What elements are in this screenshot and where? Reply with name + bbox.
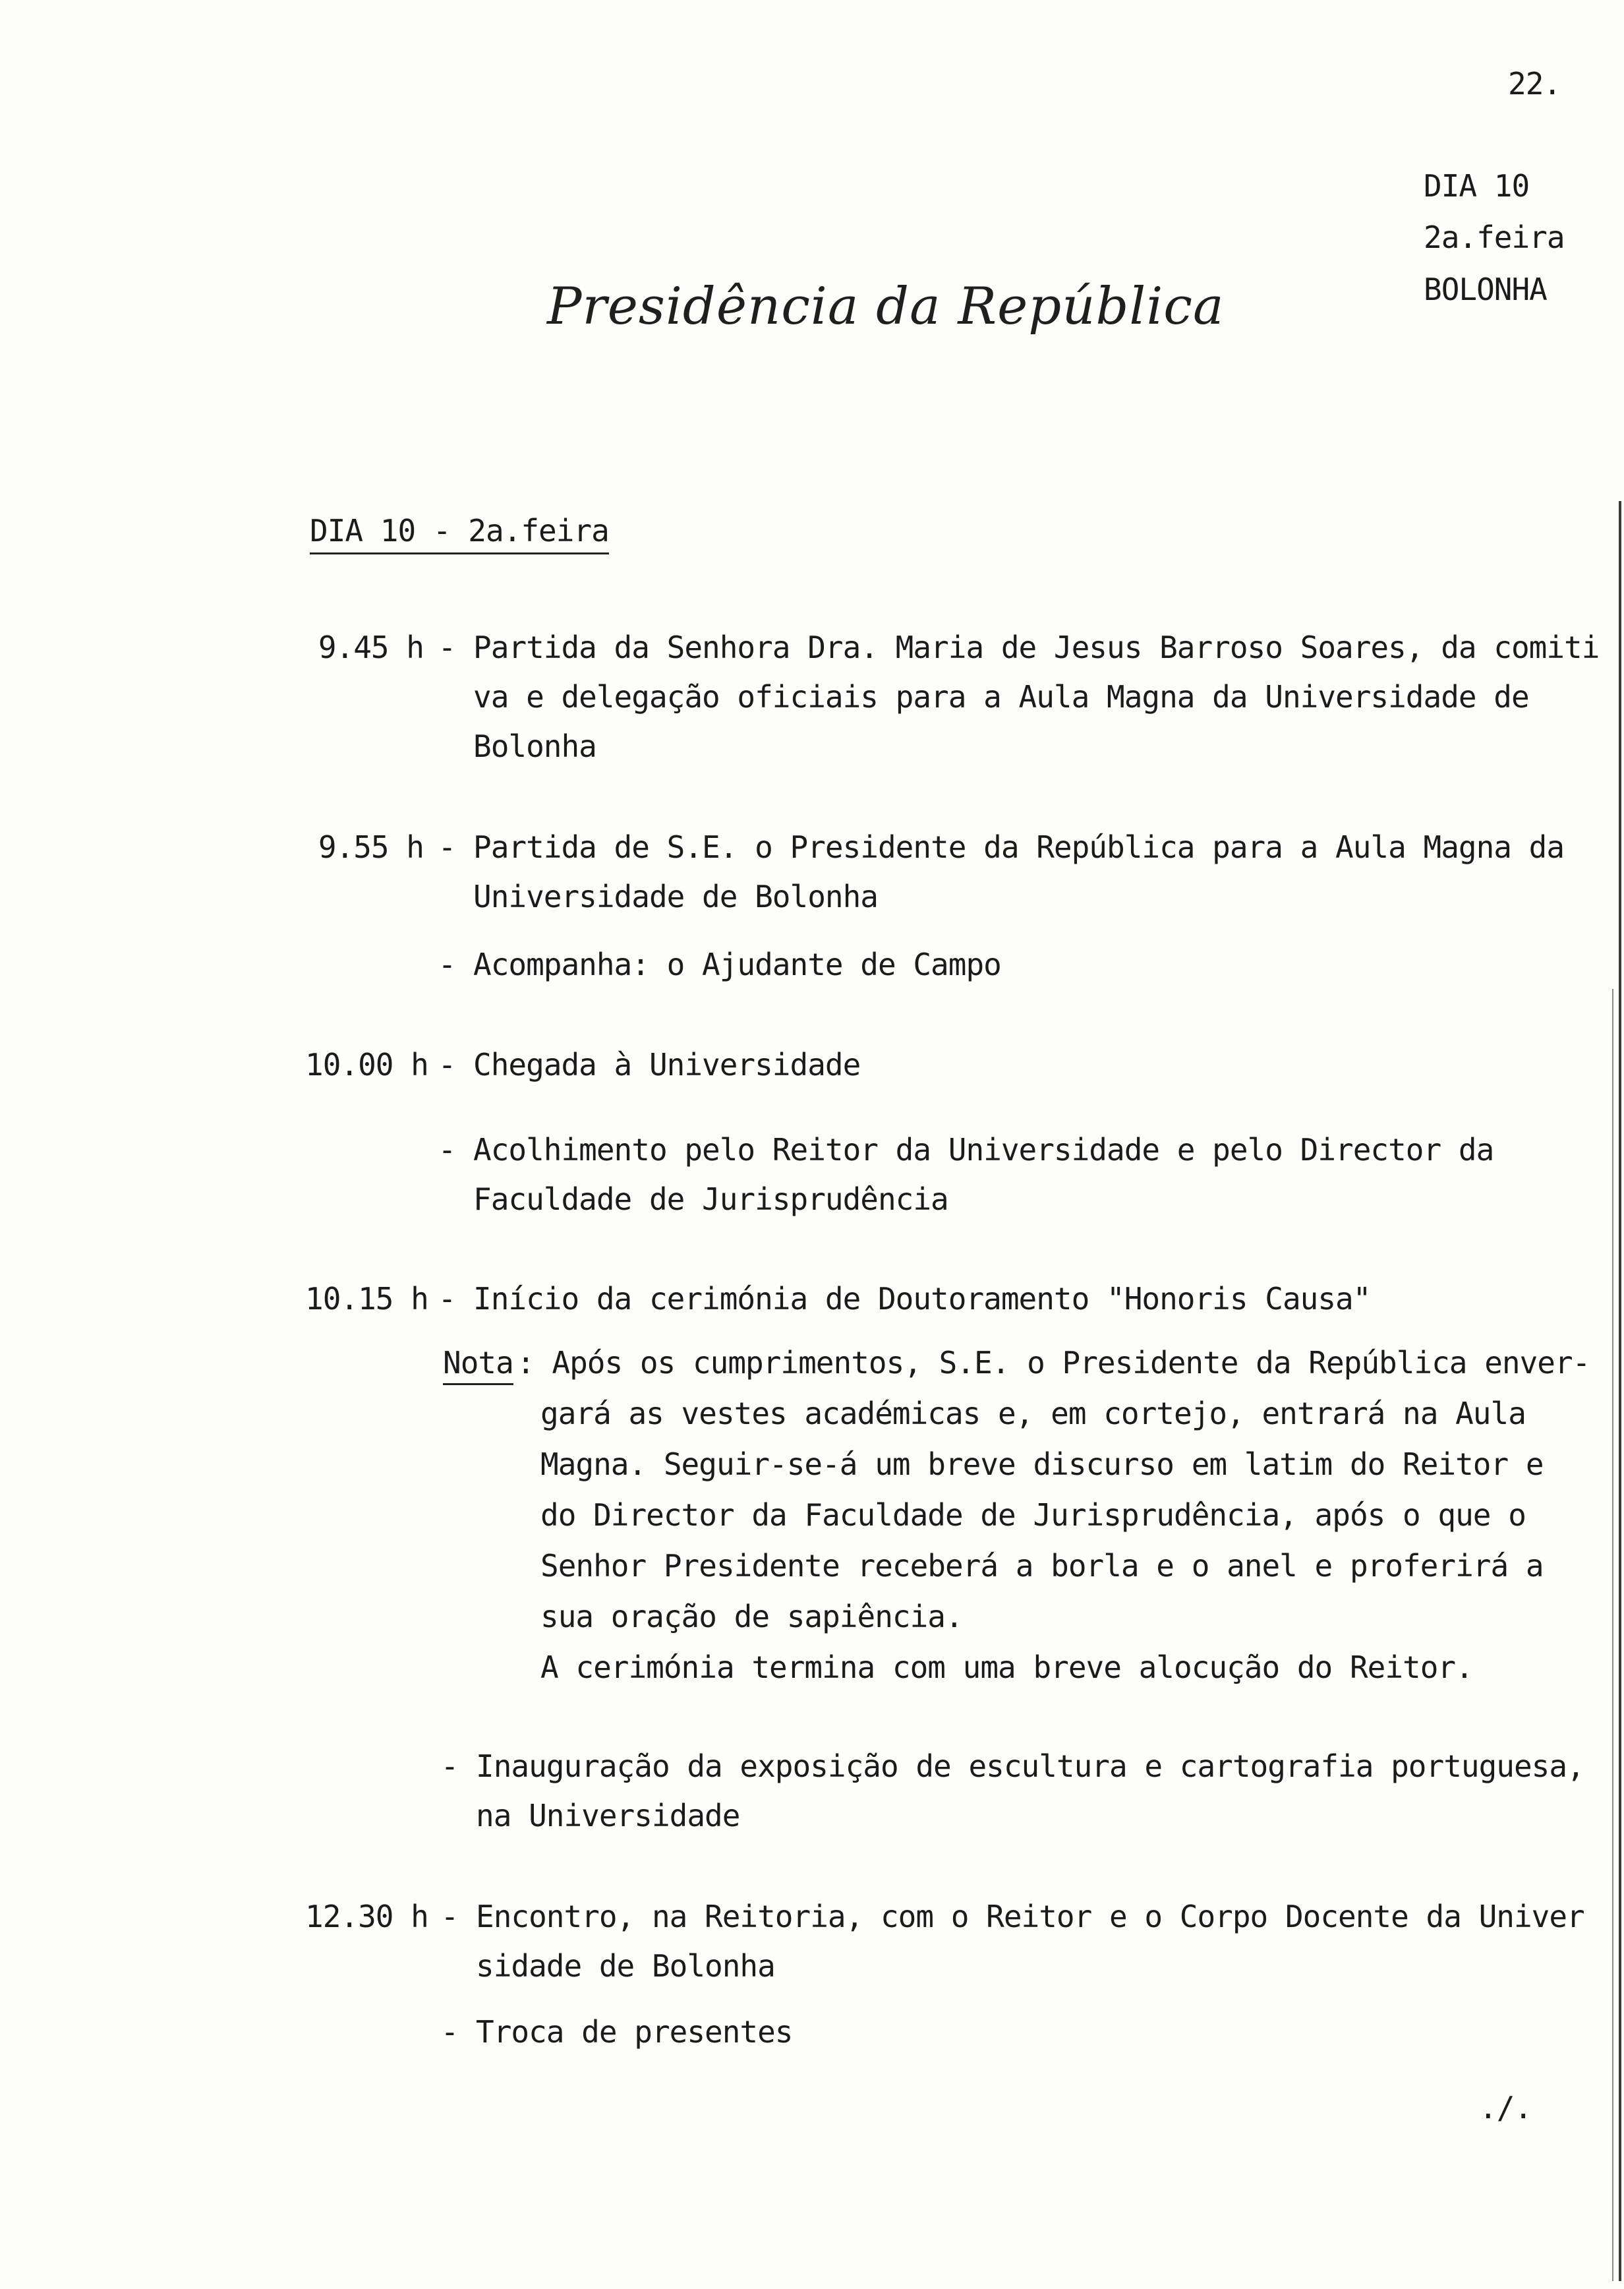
scan-edge-line — [1619, 501, 1621, 2281]
sub-item-text: Troca de presentes — [476, 2014, 793, 2050]
entry-dash: - — [440, 1899, 459, 1934]
entry-dash: - — [438, 1281, 456, 1317]
entry-text-line: Universidade de Bolonha — [473, 879, 878, 914]
nota-text-line: do Director da Faculdade de Jurisprudência, após o que o — [540, 1497, 1526, 1533]
nota-text-line: : Após os cumprimentos, S.E. o Presidente da República enver- — [517, 1345, 1590, 1381]
entry-text-line: Partida da Senhora Dra. Maria de Jesus Barroso Soares, da comiti — [473, 630, 1600, 665]
sub-item-dash: - — [440, 1748, 459, 1784]
entry-time: 12.30 h — [305, 1899, 428, 1934]
nota-text-line: Senhor Presidente receberá a borla e o anel e proferirá a — [540, 1548, 1544, 1584]
header-weekday: 2a.feira — [1424, 220, 1565, 255]
entry-time: 9.55 h — [318, 829, 424, 865]
header-city: BOLONHA — [1424, 272, 1547, 307]
entry-text-line: Chegada à Universidade — [473, 1047, 861, 1083]
entry-text-line: Início da cerimónia de Doutoramento "Honoris Causa" — [473, 1281, 1371, 1317]
entry-dash: - — [438, 630, 456, 665]
nota-text-line: sua oração de sapiência. — [540, 1599, 963, 1634]
entry-time: 10.00 h — [305, 1047, 428, 1083]
entry-text-line: va e delegação oficiais para a Aula Magna da Universidade de — [473, 679, 1529, 715]
letterhead-script: Presidência da República — [547, 277, 1225, 336]
entry-time: 9.45 h — [318, 630, 424, 665]
nota-text-line: gará as vestes académicas e, em cortejo, entrará na Aula — [540, 1396, 1526, 1431]
entry-text-line: Encontro, na Reitoria, com o Reitor e o Corpo Docente da Univer — [476, 1899, 1584, 1934]
sub-item-dash: - — [438, 1132, 456, 1168]
entry-dash: - — [438, 1047, 456, 1083]
nota-text-line: Magna. Seguir-se-á um breve discurso em latim do Reitor e — [540, 1446, 1544, 1482]
entry-text-line: sidade de Bolonha — [476, 1948, 775, 1984]
sub-item-text: Acompanha: o Ajudante de Campo — [473, 947, 1001, 982]
nota-text-line: A cerimónia termina com uma breve alocução do Reitor. — [540, 1650, 1473, 1685]
scan-edge-line — [1612, 989, 1613, 2281]
sub-item-text: Faculdade de Jurisprudência — [473, 1181, 948, 1217]
entry-text-line: Partida de S.E. o Presidente da República para a Aula Magna da — [473, 829, 1565, 865]
entry-time: 10.15 h — [305, 1281, 428, 1317]
nota-label: Nota — [443, 1345, 513, 1385]
entry-dash: - — [438, 829, 456, 865]
sub-item-text: Inauguração da exposição de escultura e cartografia portuguesa, — [476, 1748, 1584, 1784]
page-number: 22. — [1508, 66, 1561, 102]
sub-item-text: Acolhimento pelo Reitor da Universidade e pelo Director da — [473, 1132, 1494, 1168]
sub-item-dash: - — [440, 2014, 459, 2050]
sub-item-dash: - — [438, 947, 456, 982]
entry-text-line: Bolonha — [473, 728, 596, 764]
day-heading: DIA 10 - 2a.feira — [310, 513, 609, 554]
sub-item-text: na Universidade — [476, 1798, 740, 1833]
header-day: DIA 10 — [1424, 168, 1530, 204]
continuation-mark: ./. — [1479, 2090, 1532, 2126]
